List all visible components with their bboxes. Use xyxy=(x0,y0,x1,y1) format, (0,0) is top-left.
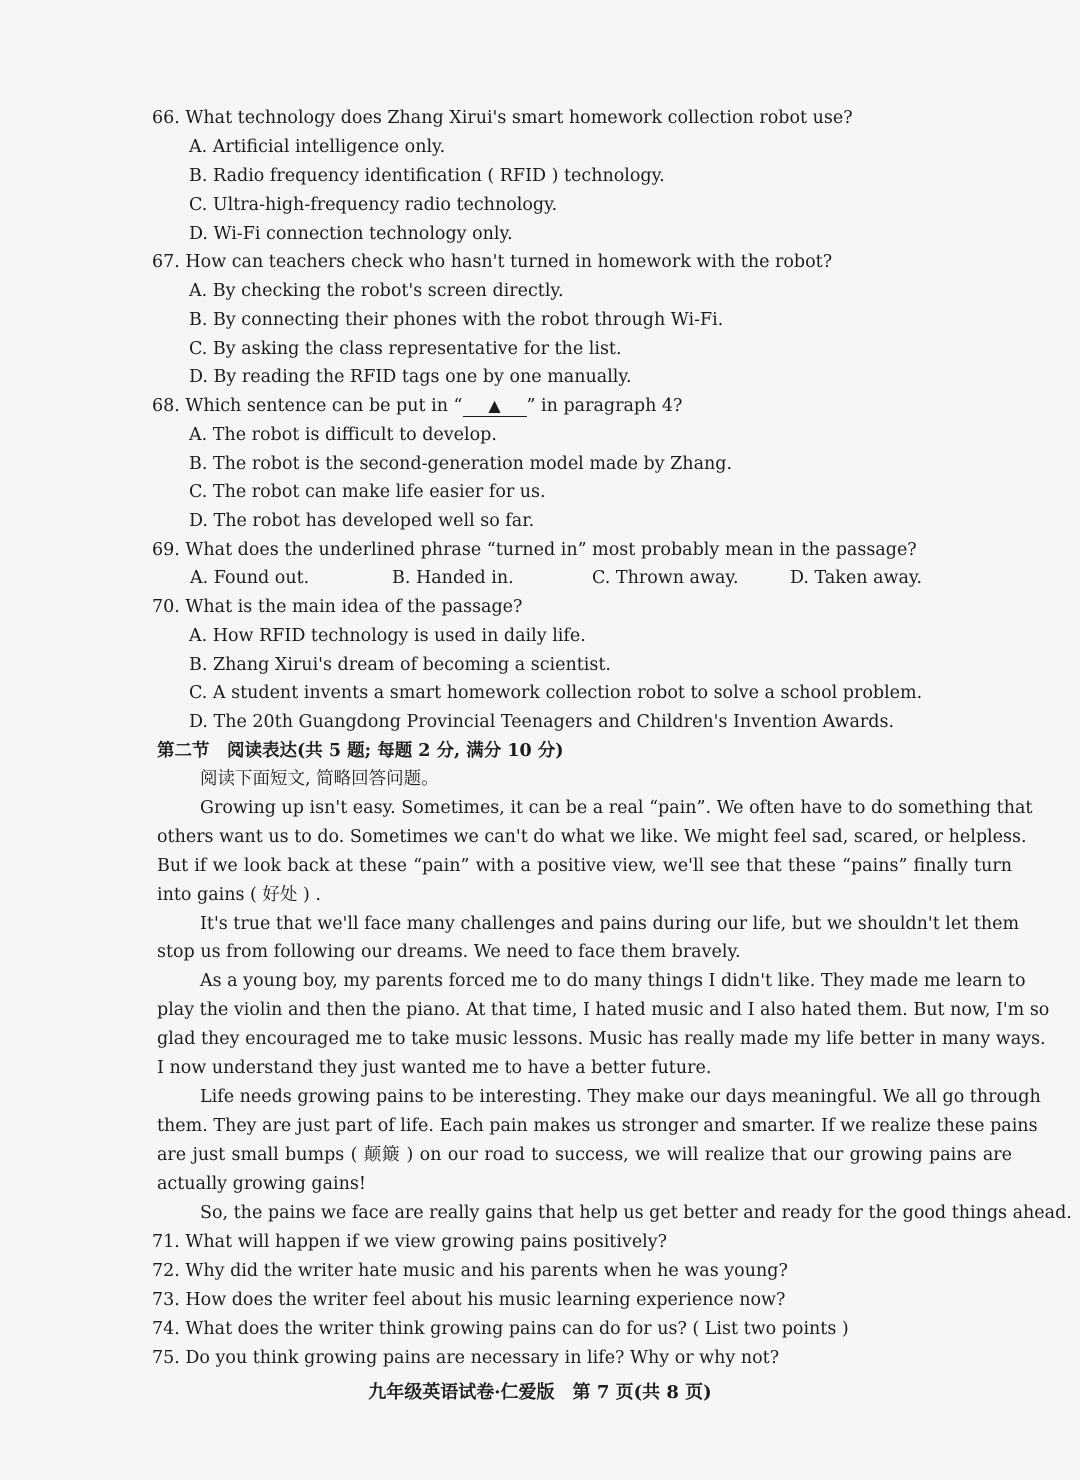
question-68-option-d: D. The robot has developed well so far. xyxy=(189,511,535,531)
question-72: 72. Why did the writer hate music and his parents when he was young? xyxy=(152,1261,788,1281)
passage-p5-line-1: So, the pains we face are really gains that help us get better and ready for the good things ahead. xyxy=(200,1203,1072,1223)
question-69-option-c: C. Thrown away. xyxy=(592,568,739,588)
question-69-stem: 69. What does the underlined phrase “turned in” most probably mean in the passage? xyxy=(152,540,917,560)
question-69-option-a: A. Found out. xyxy=(190,568,310,588)
page-footer: 九年级英语试卷·仁爱版 第 7 页(共 8 页) xyxy=(368,1382,712,1403)
passage-p1-line-3: But if we look back at these “pain” with a positive view, we'll see that these “pains” finally turn xyxy=(157,856,1012,876)
question-67-option-a: A. By checking the robot's screen directly. xyxy=(189,281,564,301)
question-69-options xyxy=(0,565,1080,591)
question-67-option-b: B. By connecting their phones with the robot through Wi-Fi. xyxy=(189,310,724,330)
section-title: 第二节 阅读表达(共 5 题; 每题 2 分, 满分 10 分) xyxy=(157,741,564,761)
question-68-stem-before: 68. Which sentence can be put in “ xyxy=(152,396,463,416)
question-66-option-a: A. Artificial intelligence only. xyxy=(189,137,446,157)
question-66-stem: 66. What technology does Zhang Xirui's smart homework collection robot use? xyxy=(152,108,853,128)
question-67-option-c: C. By asking the class representative for the list. xyxy=(189,339,622,359)
answer-blank xyxy=(463,396,527,417)
passage-p1-line-2: others want us to do. Sometimes we can't do what we like. We might feel sad, scared, or helpless. xyxy=(157,827,1027,847)
passage-p3-line-4: I now understand they just wanted me to have a better future. xyxy=(157,1058,712,1078)
question-69-option-b: B. Handed in. xyxy=(392,568,514,588)
question-70-option-d: D. The 20th Guangdong Provincial Teenagers and Children's Invention Awards. xyxy=(189,712,895,732)
question-66-option-c: C. Ultra-high-frequency radio technology. xyxy=(189,195,558,215)
question-70-option-c: C. A student invents a smart homework collection robot to solve a school problem. xyxy=(189,683,923,703)
question-66-option-b: B. Radio frequency identification ( RFID ) technology. xyxy=(189,166,665,186)
passage-p4-line-3: are just small bumps ( 颠簸 ) on our road to success, we will realize that our growing pains are xyxy=(157,1145,1012,1165)
question-71: 71. What will happen if we view growing pains positively? xyxy=(152,1232,668,1252)
passage-p1-line-1: Growing up isn't easy. Sometimes, it can be a real “pain”. We often have to do something that xyxy=(200,798,1033,818)
question-68-option-b: B. The robot is the second-generation model made by Zhang. xyxy=(189,454,733,474)
question-68-stem xyxy=(0,393,1080,419)
question-67-stem: 67. How can teachers check who hasn't turned in homework with the robot? xyxy=(152,252,833,272)
passage-p4-line-4: actually growing gains! xyxy=(157,1174,366,1194)
question-70-option-b: B. Zhang Xirui's dream of becoming a scientist. xyxy=(189,655,611,675)
passage-p3-line-2: play the violin and then the piano. At that time, I hated music and I also hated them. But now, I'm so xyxy=(157,1000,1050,1020)
passage-p2-line-1: It's true that we'll face many challenges and pains during our life, but we shouldn't let them xyxy=(200,914,1020,934)
question-75: 75. Do you think growing pains are necessary in life? Why or why not? xyxy=(152,1348,780,1368)
question-68-option-c: C. The robot can make life easier for us. xyxy=(189,482,546,502)
passage-p4-line-1: Life needs growing pains to be interesting. They make our days meaningful. We all go through xyxy=(200,1087,1041,1107)
passage-p1-line-4: into gains ( 好处 ) . xyxy=(157,885,321,905)
question-70-stem: 70. What is the main idea of the passage? xyxy=(152,597,523,617)
question-70-option-a: A. How RFID technology is used in daily life. xyxy=(189,626,586,646)
passage-p2-line-2: stop us from following our dreams. We need to face them bravely. xyxy=(157,942,741,962)
passage-p3-line-3: glad they encouraged me to take music lessons. Music has really made my life better in many ways. xyxy=(157,1029,1046,1049)
section-instruction: 阅读下面短文, 简略回答问题。 xyxy=(200,769,439,789)
question-68-option-a: A. The robot is difficult to develop. xyxy=(189,425,497,445)
question-68-stem-after: ” in paragraph 4? xyxy=(526,396,683,416)
question-67-option-d: D. By reading the RFID tags one by one manually. xyxy=(189,367,632,387)
question-66-option-d: D. Wi-Fi connection technology only. xyxy=(189,224,513,244)
question-73: 73. How does the writer feel about his music learning experience now? xyxy=(152,1290,786,1310)
passage-p3-line-1: As a young boy, my parents forced me to do many things I didn't like. They made me learn to xyxy=(200,971,1026,991)
question-69-option-d: D. Taken away. xyxy=(790,568,923,588)
triangle-icon: ▲ xyxy=(488,396,501,415)
passage-p4-line-2: them. They are just part of life. Each pain makes us stronger and smarter. If we realize these pains xyxy=(157,1116,1038,1136)
question-74: 74. What does the writer think growing pains can do for us? ( List two points ) xyxy=(152,1319,849,1339)
